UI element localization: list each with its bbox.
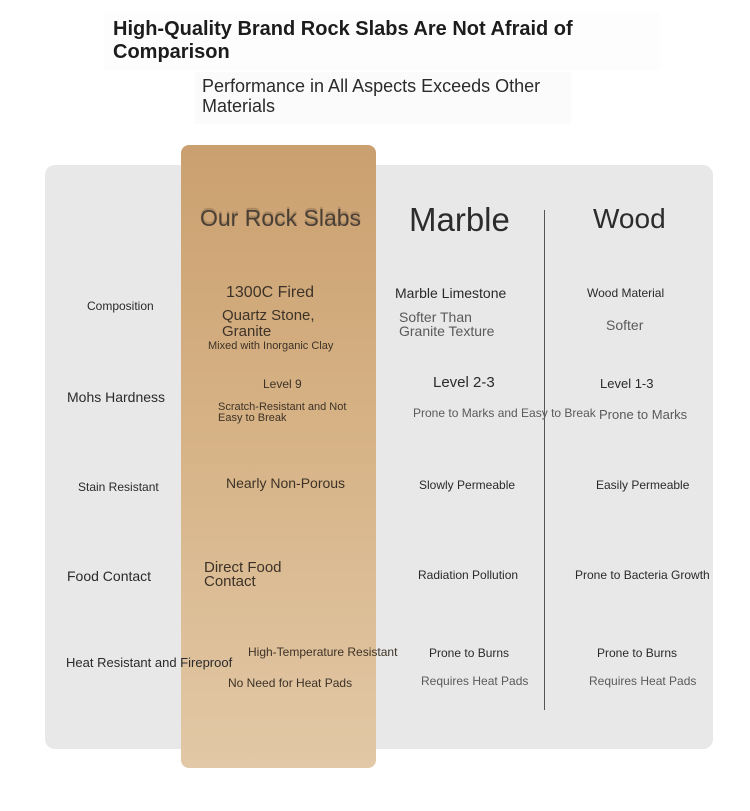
wood-heat-sub: Requires Heat Pads <box>589 674 697 688</box>
page-subtitle: Performance in All Aspects Exceeds Other Materials <box>195 72 571 124</box>
rock-hardness-main: Level 9 <box>263 377 302 391</box>
marble-hardness-main: Level 2-3 <box>433 374 495 391</box>
rock-heat-sub: No Need for Heat Pads <box>228 676 353 690</box>
marble-food-main: Radiation Pollution <box>418 568 519 582</box>
rock-food-main: Direct Food Contact <box>204 559 282 590</box>
wood-composition-main: Wood Material <box>587 286 665 300</box>
rock-composition-main: 1300C Fired <box>226 284 315 301</box>
row-label-hardness: Mohs Hardness <box>67 389 166 405</box>
wood-food-main: Prone to Bacteria Growth <box>575 568 710 582</box>
marble-stain-main: Slowly Permeable <box>419 478 516 492</box>
wood-stain-main: Easily Permeable <box>596 478 690 492</box>
rock-column-highlight <box>181 145 376 768</box>
page-title: High-Quality Brand Rock Slabs Are Not Afraid of Comparison <box>104 12 660 70</box>
column-divider <box>544 210 545 710</box>
wood-heat-main: Prone to Burns <box>597 646 678 660</box>
row-label-composition: Composition <box>87 299 154 313</box>
rock-composition-note: Mixed with Inorganic Clay <box>208 340 334 352</box>
marble-composition-main: Marble Limestone <box>395 285 507 301</box>
column-header-marble: Marble <box>409 201 510 238</box>
wood-composition-sub: Softer <box>606 317 644 333</box>
row-label-heat: Heat Resistant and Fireproof <box>66 655 233 670</box>
rock-composition-sub: Quartz Stone, Granite <box>222 307 315 340</box>
column-header-wood: Wood <box>593 203 666 234</box>
rock-heat-main: High-Temperature Resistant <box>248 645 398 659</box>
marble-composition-sub: Softer Than Granite Texture <box>399 309 495 339</box>
rock-stain-main: Nearly Non-Porous <box>226 475 346 491</box>
marble-hardness-sub: Prone to Marks and Easy to Break <box>413 406 596 420</box>
row-label-stain: Stain Resistant <box>78 480 159 494</box>
column-header-rock: Our Rock Slabs <box>200 205 362 231</box>
wood-hardness-sub: Prone to Marks <box>599 407 688 422</box>
wood-hardness-main: Level 1-3 <box>600 376 654 391</box>
marble-heat-main: Prone to Burns <box>429 646 510 660</box>
marble-heat-sub: Requires Heat Pads <box>421 674 529 688</box>
row-label-food: Food Contact <box>67 568 152 584</box>
rock-hardness-sub: Scratch-Resistant and Not Easy to Break <box>218 401 347 424</box>
